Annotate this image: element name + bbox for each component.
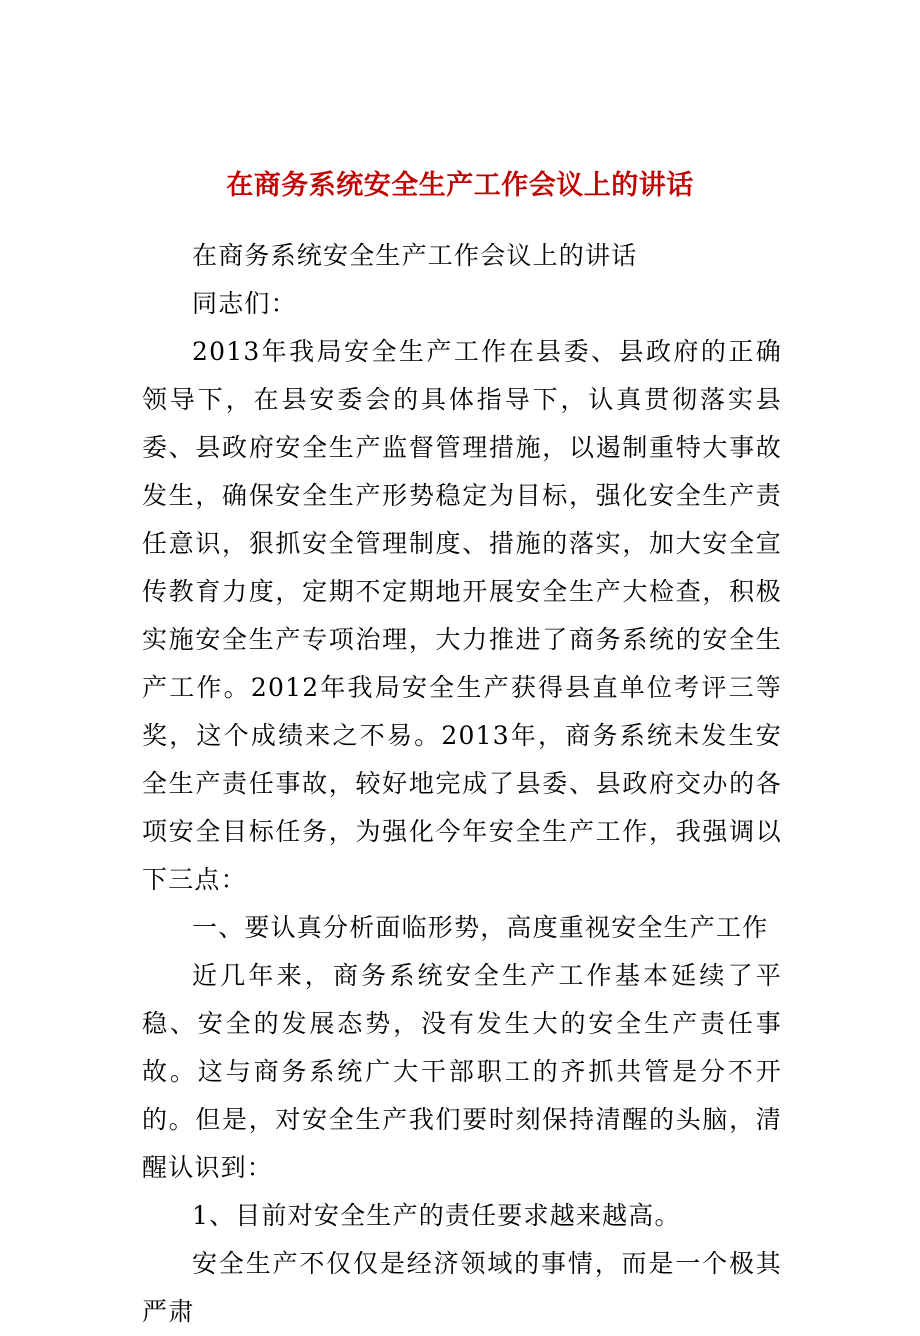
paragraph-situation: 近几年来，商务系统安全生产工作基本延续了平稳、安全的发展态势，没有发生大的安全生产责任事故。这与商务系统广大干部职工的齐抓共管是分不开的。但是，对安全生产我们要时刻保持清醒的头脑，清醒认识到：	[142, 961, 782, 1182]
page-title: 在商务系统安全生产工作会议上的讲话	[226, 170, 694, 201]
paragraph-summary: 2013年我局安全生产工作在县委、县政府的正确领导下，在县安委会的具体指导下，认真贯彻落实县委、县政府安全生产监督管理措施，以遏制重特大事故发生，确保安全生产形势稳定为目标，强化安全生产责任意识，狠抓安全管理制度、措施的落实，加大安全宣传教育力度，定期不定期地开展安全生产大检查，积极实施安全生产专项治理，大力推进了商务系统的安全生产工作。2012年我局安全生产获得县直单位考评三等奖，这个成绩来之不易。2013年，商务系统未发生安全生产责任事故，较好地完成了县委、县政府交办的各项安全目标任务，为强化今年安全生产工作，我强调以下三点：	[142, 337, 782, 894]
paragraph-continuation: 安全生产不仅仅是经济领域的事情，而是一个极其严肃	[142, 1249, 782, 1326]
document-body	[142, 232, 782, 1336]
paragraph-point-1: 1、目前对安全生产的责任要求越来越高。	[192, 1201, 681, 1230]
paragraph-heading-repeat: 在商务系统安全生产工作会议上的讲话	[192, 241, 638, 270]
paragraph-salutation: 同志们：	[192, 289, 297, 318]
paragraph-section-heading-1: 一、要认真分析面临形势，高度重视安全生产工作	[192, 913, 769, 942]
